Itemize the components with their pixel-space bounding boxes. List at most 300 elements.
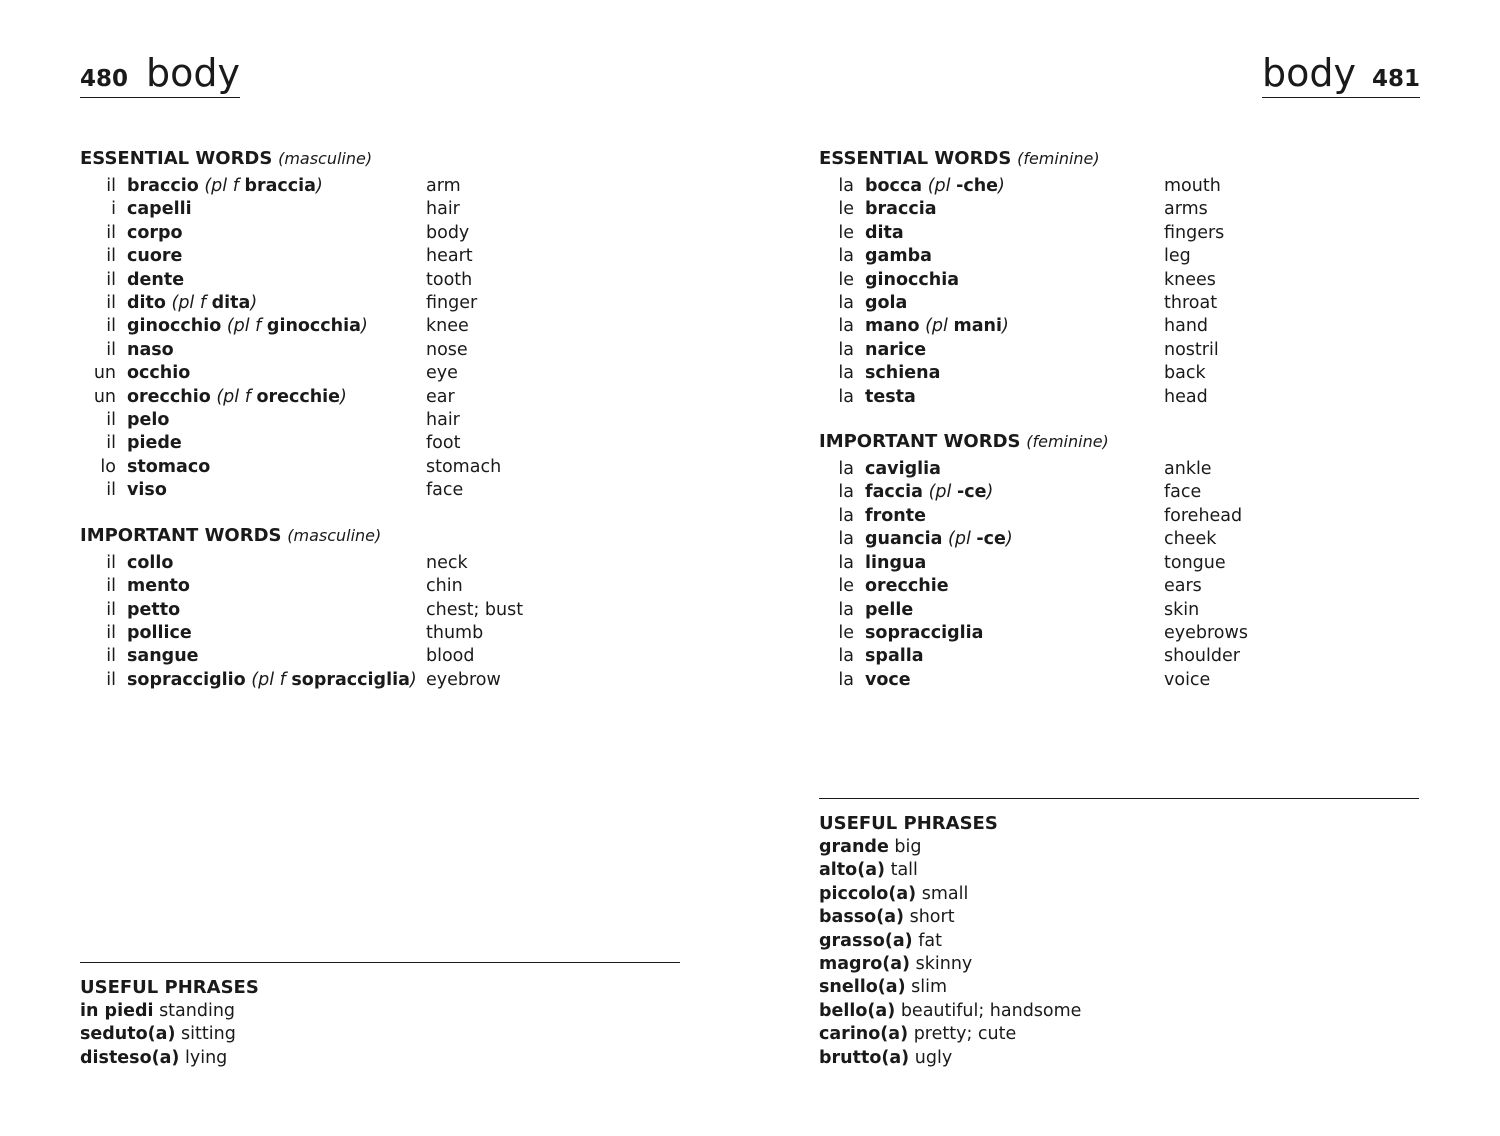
entry-headword: petto: [127, 599, 181, 620]
entry-word: [865, 552, 1164, 575]
entry-article: le: [838, 622, 854, 643]
entry-translation: neck: [426, 552, 468, 573]
section-title: ESSENTIAL WORDS: [80, 148, 273, 169]
plural-word: mani: [953, 316, 1003, 337]
entry-word: [865, 481, 1164, 504]
entry-article: la: [838, 669, 854, 690]
vocab-entry: [819, 315, 1419, 338]
vocab-entry: [819, 575, 1419, 598]
phrase-word: magro(a): [819, 954, 911, 975]
entry-translation: mouth: [1164, 176, 1221, 196]
entry-headword: capelli: [127, 199, 192, 220]
entry-translation: fingers: [1164, 222, 1225, 243]
entry-headword: viso: [127, 480, 167, 501]
entry-translation: body: [426, 222, 470, 243]
entry-headword: collo: [127, 552, 174, 573]
phrase-item: [819, 836, 1419, 859]
entry-plural: [928, 176, 1005, 196]
entry-translation: skin: [1164, 599, 1200, 620]
entry-translation: knee: [426, 316, 469, 337]
left-page-number: 480: [80, 66, 129, 92]
phrase-meaning: slim: [911, 977, 948, 998]
entry-article: la: [838, 316, 854, 337]
entry-translation: finger: [426, 293, 478, 314]
phrase-word: snello(a): [819, 977, 906, 998]
plural-suffix: ): [409, 669, 417, 690]
entry-headword: spalla: [865, 646, 924, 667]
plural-word: dita: [211, 293, 251, 314]
entry-article: lo: [100, 456, 116, 477]
phrase-word: grande: [819, 837, 889, 857]
phrase-word: brutto(a): [819, 1047, 910, 1068]
entry-article: la: [838, 529, 854, 550]
entry-headword: dito: [127, 293, 166, 314]
vocab-entry: [819, 245, 1419, 268]
entry-translation: voice: [1164, 669, 1211, 690]
plural-suffix: ): [315, 176, 323, 196]
vocab-entry: [819, 669, 1419, 692]
entry-article: il: [106, 246, 116, 267]
entry-word: [127, 479, 426, 502]
entry-word: [865, 269, 1164, 292]
entry-headword: caviglia: [865, 459, 941, 480]
entry-word: [865, 505, 1164, 528]
entry-article: la: [838, 339, 854, 360]
entry-plural: [172, 293, 258, 313]
entry-article: il: [106, 480, 116, 501]
entry-translation: hand: [1164, 316, 1209, 337]
phrase-meaning: tall: [890, 860, 918, 881]
phrase-item: [819, 883, 1419, 906]
phrase-item: [819, 1047, 1419, 1070]
entry-article: il: [106, 669, 116, 690]
vocab-entry: [80, 245, 680, 268]
section-gender-note: (masculine): [287, 525, 382, 545]
phrase-meaning: ugly: [914, 1047, 953, 1068]
phrase-meaning: pretty; cute: [913, 1024, 1017, 1045]
entry-word: [865, 339, 1164, 362]
right-page-number: 481: [1371, 66, 1420, 92]
entry-article: la: [838, 293, 854, 314]
entry-word: [865, 198, 1164, 221]
vocab-entry: [80, 222, 680, 245]
entry-article: il: [106, 410, 116, 431]
entry-headword: dente: [127, 269, 185, 290]
entry-word: [865, 175, 1164, 198]
entry-plural: [925, 316, 1009, 336]
entry-headword: narice: [865, 339, 927, 360]
entry-translation: throat: [1164, 293, 1218, 314]
entry-headword: sopracciglia: [865, 622, 984, 643]
plural-prefix: (pl f: [171, 293, 207, 314]
entry-word: [127, 575, 426, 598]
entry-translation: leg: [1164, 246, 1191, 267]
entry-translation: head: [1164, 386, 1208, 407]
entry-headword: faccia: [865, 482, 923, 503]
vocab-entry: [819, 458, 1419, 481]
entry-translation: nostril: [1164, 339, 1219, 360]
vocab-entry: [80, 175, 680, 198]
entry-translation: eyebrow: [426, 669, 501, 690]
entry-plural: [227, 316, 368, 336]
entry-article: la: [838, 646, 854, 667]
vocab-section: [80, 147, 680, 503]
plural-prefix: (pl: [948, 529, 971, 550]
vocab-entry: [80, 362, 680, 385]
plural-word: ginocchia: [266, 316, 361, 337]
entry-translation: heart: [426, 246, 473, 267]
vocab-entry: [819, 599, 1419, 622]
phrase-word: grasso(a): [819, 930, 913, 951]
entry-word: [127, 669, 426, 692]
entry-word: [127, 645, 426, 668]
entry-translation: eyebrows: [1164, 622, 1248, 643]
entry-word: [865, 222, 1164, 245]
phrase-item: [819, 953, 1419, 976]
entry-word: [127, 362, 426, 385]
entry-article: un: [93, 386, 116, 407]
entry-headword: corpo: [127, 222, 183, 243]
phrases-heading: USEFUL PHRASES: [80, 977, 259, 998]
vocab-entry: [819, 645, 1419, 668]
phrase-item: [819, 859, 1419, 882]
vocab-entry: [819, 175, 1419, 198]
entry-word: [127, 456, 426, 479]
entry-headword: cuore: [127, 246, 183, 267]
entry-plural: [929, 482, 994, 502]
entry-headword: sangue: [127, 646, 199, 667]
entry-article: la: [838, 505, 854, 526]
entry-article: le: [838, 576, 854, 597]
entry-word: [127, 315, 426, 338]
plural-word: -ce: [956, 482, 987, 503]
entry-headword: braccia: [865, 199, 937, 220]
entry-headword: bocca: [865, 176, 923, 196]
phrase-meaning: sitting: [181, 1024, 236, 1045]
vocab-entry: [80, 339, 680, 362]
entry-headword: ginocchia: [865, 269, 960, 290]
section-title: IMPORTANT WORDS: [819, 431, 1021, 453]
section-heading: [819, 430, 1419, 454]
entry-article: la: [838, 552, 854, 573]
entry-translation: ears: [1164, 576, 1202, 597]
phrase-item: [80, 1000, 680, 1023]
entry-article: il: [106, 316, 116, 337]
vocab-entry: [80, 432, 680, 455]
entry-article: il: [106, 339, 116, 360]
plural-suffix: ): [1002, 316, 1009, 337]
phrase-meaning: beautiful; handsome: [900, 1000, 1082, 1021]
left-page-header: [80, 52, 240, 98]
entry-article: la: [838, 459, 854, 480]
vocab-entry: [80, 456, 680, 479]
entry-translation: hair: [426, 199, 460, 220]
vocab-entry: [80, 479, 680, 502]
phrase-item: [80, 1023, 680, 1046]
entry-word: [127, 622, 426, 645]
entry-headword: mento: [127, 576, 190, 597]
entry-headword: guancia: [865, 529, 943, 550]
entry-translation: blood: [426, 646, 475, 667]
entry-article: il: [106, 576, 116, 597]
entry-headword: occhio: [127, 363, 191, 384]
phrase-word: carino(a): [819, 1024, 909, 1045]
vocab-entry: [80, 269, 680, 292]
plural-prefix: (pl f: [226, 316, 262, 337]
plural-suffix: ): [1005, 529, 1013, 550]
vocab-entry: [80, 198, 680, 221]
entry-article: il: [106, 222, 116, 243]
entry-word: [127, 339, 426, 362]
entry-word: [127, 222, 426, 245]
vocab-entry: [819, 622, 1419, 645]
entry-translation: hair: [426, 410, 460, 431]
phrase-word: disteso(a): [80, 1047, 180, 1068]
phrase-item: [80, 1047, 680, 1070]
phrase-item: [819, 1000, 1419, 1023]
entry-headword: gamba: [865, 246, 932, 267]
entry-word: [865, 645, 1164, 668]
vocab-entry: [80, 575, 680, 598]
entry-translation: cheek: [1164, 529, 1217, 550]
entry-headword: ginocchio: [127, 316, 222, 337]
plural-prefix: (pl: [925, 316, 948, 337]
plural-word: braccia: [244, 176, 316, 196]
plural-prefix: (pl f: [251, 669, 286, 690]
entry-word: [865, 669, 1164, 692]
entry-headword: braccio: [127, 176, 199, 196]
phrase-item: [819, 976, 1419, 999]
plural-prefix: (pl: [928, 482, 952, 503]
entry-headword: schiena: [865, 363, 941, 384]
vocab-entry: [819, 339, 1419, 362]
entry-plural: [216, 387, 347, 407]
entry-translation: face: [1164, 482, 1202, 503]
vocab-entry: [819, 362, 1419, 385]
entry-word: [127, 552, 426, 575]
entry-headword: gola: [865, 293, 908, 314]
entry-translation: face: [426, 480, 464, 501]
entry-word: [865, 245, 1164, 268]
entry-article: la: [838, 363, 854, 384]
entry-headword: stomaco: [127, 456, 211, 477]
plural-suffix: ): [360, 316, 368, 337]
entry-headword: naso: [127, 339, 174, 360]
entry-headword: piede: [127, 433, 182, 454]
phrase-meaning: lying: [185, 1047, 228, 1068]
vocab-entry: [80, 669, 680, 692]
entry-translation: back: [1164, 363, 1206, 384]
entry-word: [865, 528, 1164, 551]
vocab-entry: [80, 386, 680, 409]
entry-translation: tongue: [1164, 552, 1226, 573]
entry-article: il: [106, 433, 116, 454]
vocab-entry: [819, 386, 1419, 409]
entry-article: il: [106, 646, 116, 667]
phrase-word: bello(a): [819, 1000, 896, 1021]
entry-headword: orecchie: [865, 576, 949, 597]
entry-plural: [251, 670, 416, 690]
vocab-entry: [80, 599, 680, 622]
entry-article: la: [838, 599, 854, 620]
entry-word: [127, 269, 426, 292]
entry-headword: sopracciglio: [127, 669, 246, 690]
vocab-entry: [819, 198, 1419, 221]
entry-article: il: [106, 176, 116, 196]
phrase-meaning: standing: [159, 1001, 236, 1021]
plural-prefix: (pl f: [204, 176, 239, 196]
right-page-header: [1262, 52, 1420, 98]
plural-prefix: (pl: [927, 176, 951, 196]
vocab-entry: [80, 292, 680, 315]
phrase-word: seduto(a): [80, 1024, 176, 1045]
left-useful-phrases: [80, 962, 680, 1070]
right-page-vocabulary: [819, 147, 1419, 713]
phrase-word: in piedi: [80, 1001, 154, 1021]
phrase-meaning: small: [921, 883, 969, 904]
phrase-meaning: skinny: [915, 954, 973, 975]
right-useful-phrases: [819, 798, 1419, 1070]
entry-article: il: [106, 552, 116, 573]
vocab-entry: [80, 315, 680, 338]
entry-word: [127, 175, 426, 198]
left-page-vocabulary: [80, 147, 680, 713]
entry-headword: dita: [865, 222, 904, 243]
vocab-entry: [819, 528, 1419, 551]
right-page-title: body: [1262, 51, 1356, 95]
plural-prefix: (pl f: [216, 386, 251, 407]
section-heading: [80, 524, 680, 548]
section-title: IMPORTANT WORDS: [80, 524, 282, 546]
section-heading: [819, 147, 1419, 171]
entry-plural: [204, 176, 322, 196]
entry-translation: eye: [426, 363, 458, 384]
plural-word: -che: [956, 176, 999, 196]
phrase-meaning: short: [909, 907, 955, 928]
entry-article: il: [106, 599, 116, 620]
entry-article: le: [838, 269, 854, 290]
vocab-entry: [819, 481, 1419, 504]
entry-article: la: [838, 246, 854, 267]
entry-translation: thumb: [426, 622, 484, 643]
entry-headword: pollice: [127, 622, 192, 643]
phrase-word: alto(a): [819, 860, 886, 881]
plural-suffix: ): [340, 386, 347, 407]
vocab-entry: [819, 269, 1419, 292]
entry-translation: foot: [426, 433, 461, 454]
entry-article: il: [106, 293, 116, 314]
entry-headword: mano: [865, 316, 920, 337]
entry-article: la: [838, 176, 854, 196]
section-gender-note: (masculine): [278, 149, 373, 168]
section-title: ESSENTIAL WORDS: [819, 148, 1012, 169]
entry-word: [127, 292, 426, 315]
vocab-entry: [819, 552, 1419, 575]
phrase-meaning: big: [894, 837, 922, 857]
vocab-section: [819, 147, 1419, 409]
entry-article: il: [106, 269, 116, 290]
left-page-title: body: [146, 51, 240, 95]
vocab-entry: [80, 552, 680, 575]
plural-suffix: ): [998, 176, 1005, 196]
plural-suffix: ): [986, 482, 994, 503]
section-gender-note: (feminine): [1026, 432, 1109, 452]
phrase-item: [819, 1023, 1419, 1046]
vocab-entry: [819, 505, 1419, 528]
entry-translation: forehead: [1164, 505, 1243, 526]
entry-article: il: [106, 622, 116, 643]
entry-headword: orecchio: [127, 386, 211, 407]
entry-article: le: [838, 199, 854, 220]
entry-translation: shoulder: [1164, 646, 1240, 667]
plural-word: sopracciglia: [291, 669, 410, 690]
section-gender-note: (feminine): [1017, 149, 1100, 168]
vocab-entry: [819, 222, 1419, 245]
entry-article: i: [111, 199, 116, 220]
phrase-meaning: fat: [918, 930, 942, 951]
entry-word: [865, 622, 1164, 645]
vocab-entry: [80, 645, 680, 668]
entry-word: [127, 198, 426, 221]
entry-word: [865, 315, 1164, 338]
entry-headword: fronte: [865, 505, 926, 526]
entry-word: [865, 362, 1164, 385]
entry-translation: chin: [426, 576, 463, 597]
vocab-section: [819, 430, 1419, 692]
entry-article: la: [838, 482, 854, 503]
entry-article: la: [838, 386, 854, 407]
entry-word: [865, 458, 1164, 481]
entry-headword: testa: [865, 386, 916, 407]
entry-headword: voce: [865, 669, 911, 690]
vocab-entry: [819, 292, 1419, 315]
phrases-heading: USEFUL PHRASES: [819, 813, 998, 834]
entry-word: [127, 432, 426, 455]
phrase-word: piccolo(a): [819, 883, 917, 904]
entry-headword: lingua: [865, 552, 927, 573]
entry-translation: tooth: [426, 269, 473, 290]
entry-translation: nose: [426, 339, 468, 360]
entry-word: [127, 599, 426, 622]
entry-word: [865, 292, 1164, 315]
section-heading: [80, 147, 680, 171]
plural-suffix: ): [250, 293, 258, 314]
entry-word: [865, 386, 1164, 409]
entry-headword: pelle: [865, 599, 914, 620]
vocab-entry: [80, 409, 680, 432]
entry-headword: pelo: [127, 410, 170, 431]
entry-word: [865, 575, 1164, 598]
plural-word: orecchie: [256, 386, 341, 407]
entry-word: [865, 599, 1164, 622]
phrase-word: basso(a): [819, 907, 904, 928]
phrase-item: [819, 930, 1419, 953]
entry-translation: arm: [426, 176, 461, 196]
entry-translation: knees: [1164, 269, 1216, 290]
plural-word: -ce: [976, 529, 1006, 550]
entry-word: [127, 409, 426, 432]
entry-translation: ankle: [1164, 459, 1212, 480]
entry-translation: stomach: [426, 456, 502, 477]
entry-translation: chest; bust: [426, 599, 524, 620]
entry-article: le: [838, 222, 854, 243]
entry-article: un: [93, 363, 116, 384]
vocab-entry: [80, 622, 680, 645]
entry-translation: arms: [1164, 199, 1208, 220]
entry-word: [127, 386, 426, 409]
entry-translation: ear: [426, 386, 455, 407]
entry-word: [127, 245, 426, 268]
